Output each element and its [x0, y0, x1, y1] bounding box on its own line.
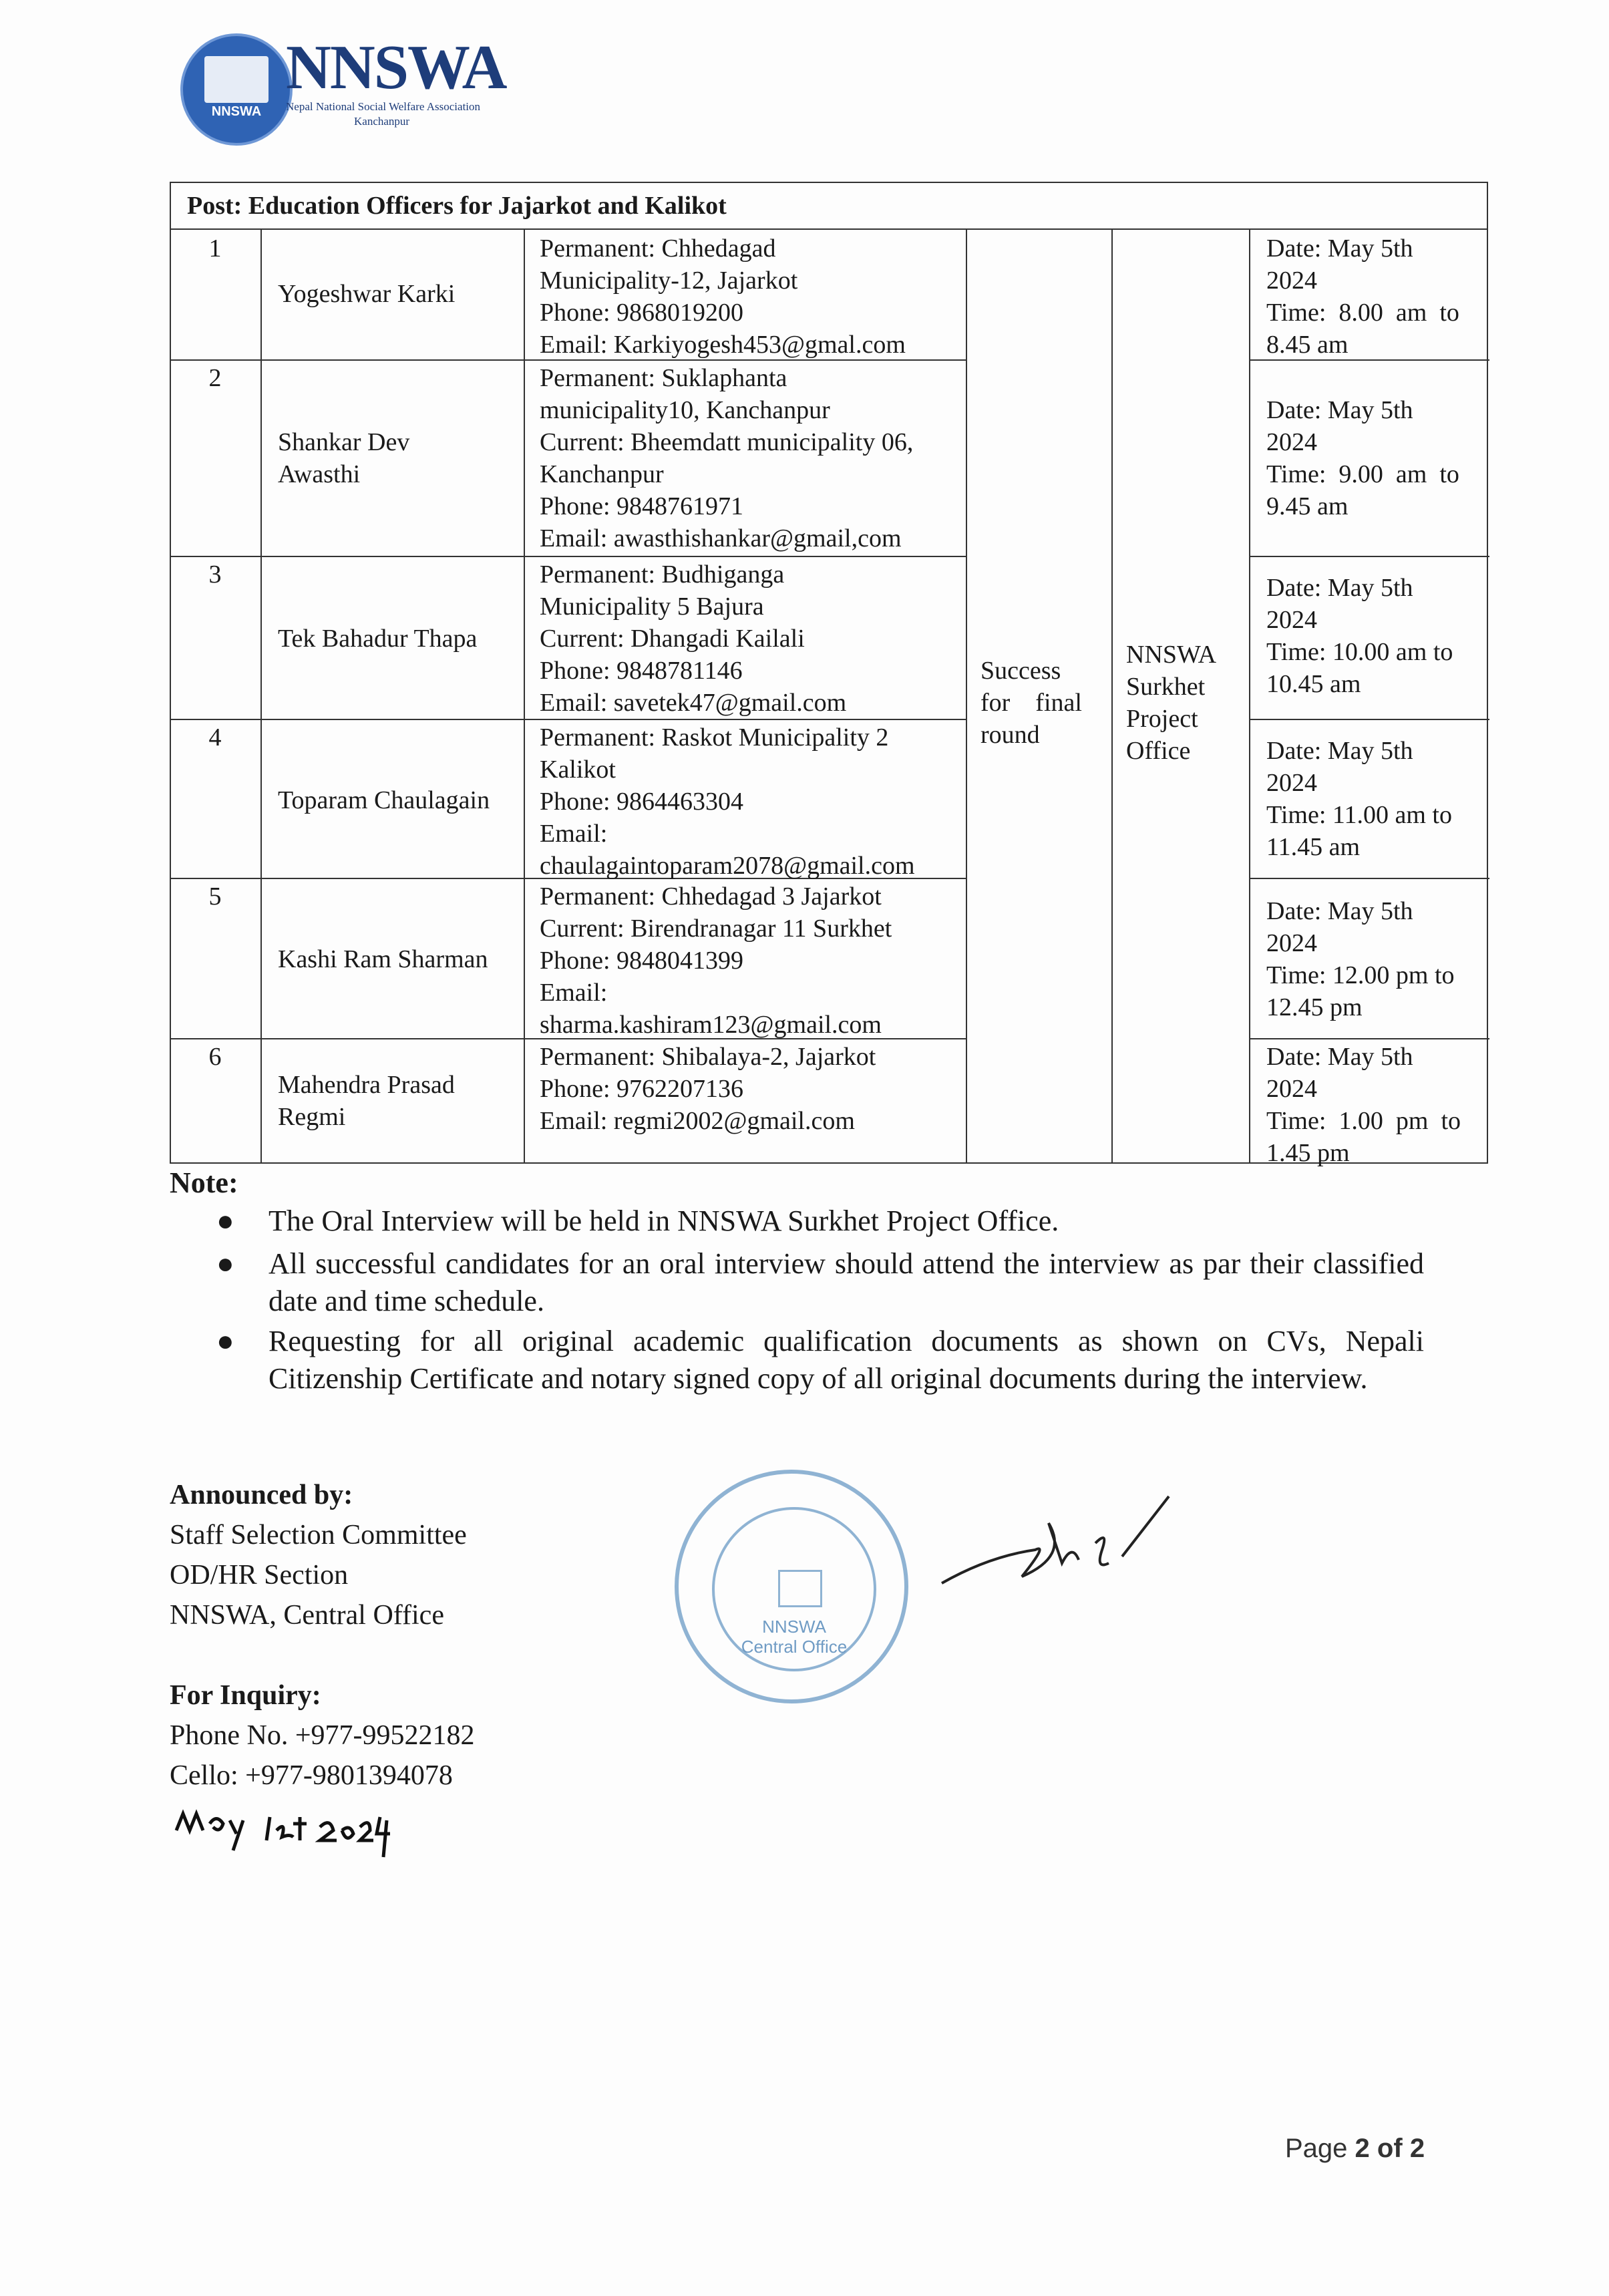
candidate-name: Tek Bahadur Thapa — [278, 625, 478, 653]
announced-heading: Announced by: — [170, 1480, 353, 1510]
candidate-address: Permanent: Shibalaya-2, Jajarkot Phone: 9762207136 Email: regmi2002@gmail.com — [540, 1043, 876, 1135]
candidate-address: Permanent: Budhiganga Municipality 5 Bajura Current: Dhangadi Kailali Phone: 9848781146 Email: savetek47@gmail.com — [540, 560, 847, 717]
bullet-icon: ● — [216, 1247, 234, 1280]
logo — [180, 33, 293, 146]
note-item: All successful candidates for an oral interview should attend the interview as par their classified date and time schedule. — [269, 1247, 1424, 1317]
handwritten-date — [170, 1804, 397, 1877]
row-number: 1 — [208, 234, 222, 263]
logo-text: NNSWA — [211, 104, 262, 119]
signature — [935, 1476, 1176, 1603]
candidate-name: Toparam Chaulagain — [278, 786, 490, 814]
inquiry-phone: Phone No. +977-99522182 — [170, 1720, 475, 1751]
candidate-address: Permanent: Raskot Municipality 2 Kalikot Phone: 9864463304 Email: chaulagaintoparam2078@gmail.com — [540, 723, 915, 880]
candidate-address: Permanent: Chhedagad Municipality-12, Jajarkot Phone: 9868019200 Email: Karkiyogesh453@gmal.com — [540, 234, 906, 359]
official-stamp — [675, 1470, 908, 1703]
venue-cell: NNSWA Surkhet Project Office — [1126, 641, 1217, 765]
post-row — [171, 183, 1487, 230]
interview-schedule: Date: May 5th 2024 Time: 1.00 pm to 1.45 pm — [1266, 1043, 1461, 1167]
candidate-name: Mahendra Prasad Regmi — [278, 1071, 455, 1131]
announced-line: Staff Selection Committee — [170, 1520, 467, 1550]
row-number: 6 — [208, 1043, 222, 1071]
announced-line: NNSWA, Central Office — [170, 1600, 444, 1631]
row-number: 2 — [208, 364, 222, 392]
row-number: 3 — [208, 560, 222, 589]
page-number: Page 2 of 2 — [1285, 2134, 1425, 2163]
interview-schedule: Date: May 5th 2024 Time: 11.00 am to 11.45 am — [1266, 737, 1452, 861]
note-heading: Note: — [170, 1166, 238, 1199]
candidate-table — [170, 182, 1488, 1167]
row-number: 4 — [208, 723, 222, 752]
announced-line: OD/HR Section — [170, 1560, 349, 1591]
book-icon — [204, 56, 269, 103]
bullet-icon: ● — [216, 1204, 234, 1237]
interview-schedule: Date: May 5th 2024 Time: 9.00 am to 9.45 am — [1266, 396, 1459, 520]
inquiry-cello: Cello: +977-9801394078 — [170, 1760, 453, 1791]
bullet-icon: ● — [216, 1325, 234, 1357]
row-number: 5 — [208, 882, 222, 911]
org-place: Kanchanpur — [354, 115, 410, 128]
candidate-address: Permanent: Suklaphanta municipality10, Kanchanpur Current: Bheemdatt municipality 06, Kanchanpur Phone: 9848761971 Email: awasthishankar@gmail,com — [540, 364, 914, 552]
book-icon — [778, 1570, 822, 1607]
post-title: Post: Education Officers for Jajarkot and Kalikot — [187, 192, 727, 220]
interview-schedule: Date: May 5th 2024 Time: 12.00 pm to 12.45 pm — [1266, 897, 1455, 1021]
interview-schedule: Date: May 5th 2024 Time: 10.00 am to 10.45 am — [1266, 574, 1453, 698]
status-cell: Success for final round — [980, 657, 1082, 749]
note-item: The Oral Interview will be held in NNSWA Surkhet Project Office. — [269, 1204, 1059, 1237]
candidate-name: Yogeshwar Karki — [278, 280, 456, 308]
org-name: Nepal National Social Welfare Association — [286, 100, 481, 113]
candidate-address: Permanent: Chhedagad 3 Jajarkot Current: Birendranagar 11 Surkhet Phone: 9848041399 Email: sharma.kashiram123@gmail.com — [540, 882, 892, 1039]
org-abbreviation: NNSWA — [286, 33, 506, 102]
interview-schedule: Date: May 5th 2024 Time: 8.00 am to 8.45 am — [1266, 234, 1459, 359]
note-item: Requesting for all original academic qualification documents as shown on CVs, Nepali Citizenship Certificate and notary signed copy of all original documents during the interview. — [269, 1325, 1424, 1395]
candidate-name: Kashi Ram Sharman — [278, 945, 488, 973]
inquiry-heading: For Inquiry: — [170, 1680, 321, 1711]
stamp-center-text: NNSWA Central Office — [741, 1617, 848, 1657]
candidate-name: Shankar Dev Awasthi — [278, 428, 410, 488]
